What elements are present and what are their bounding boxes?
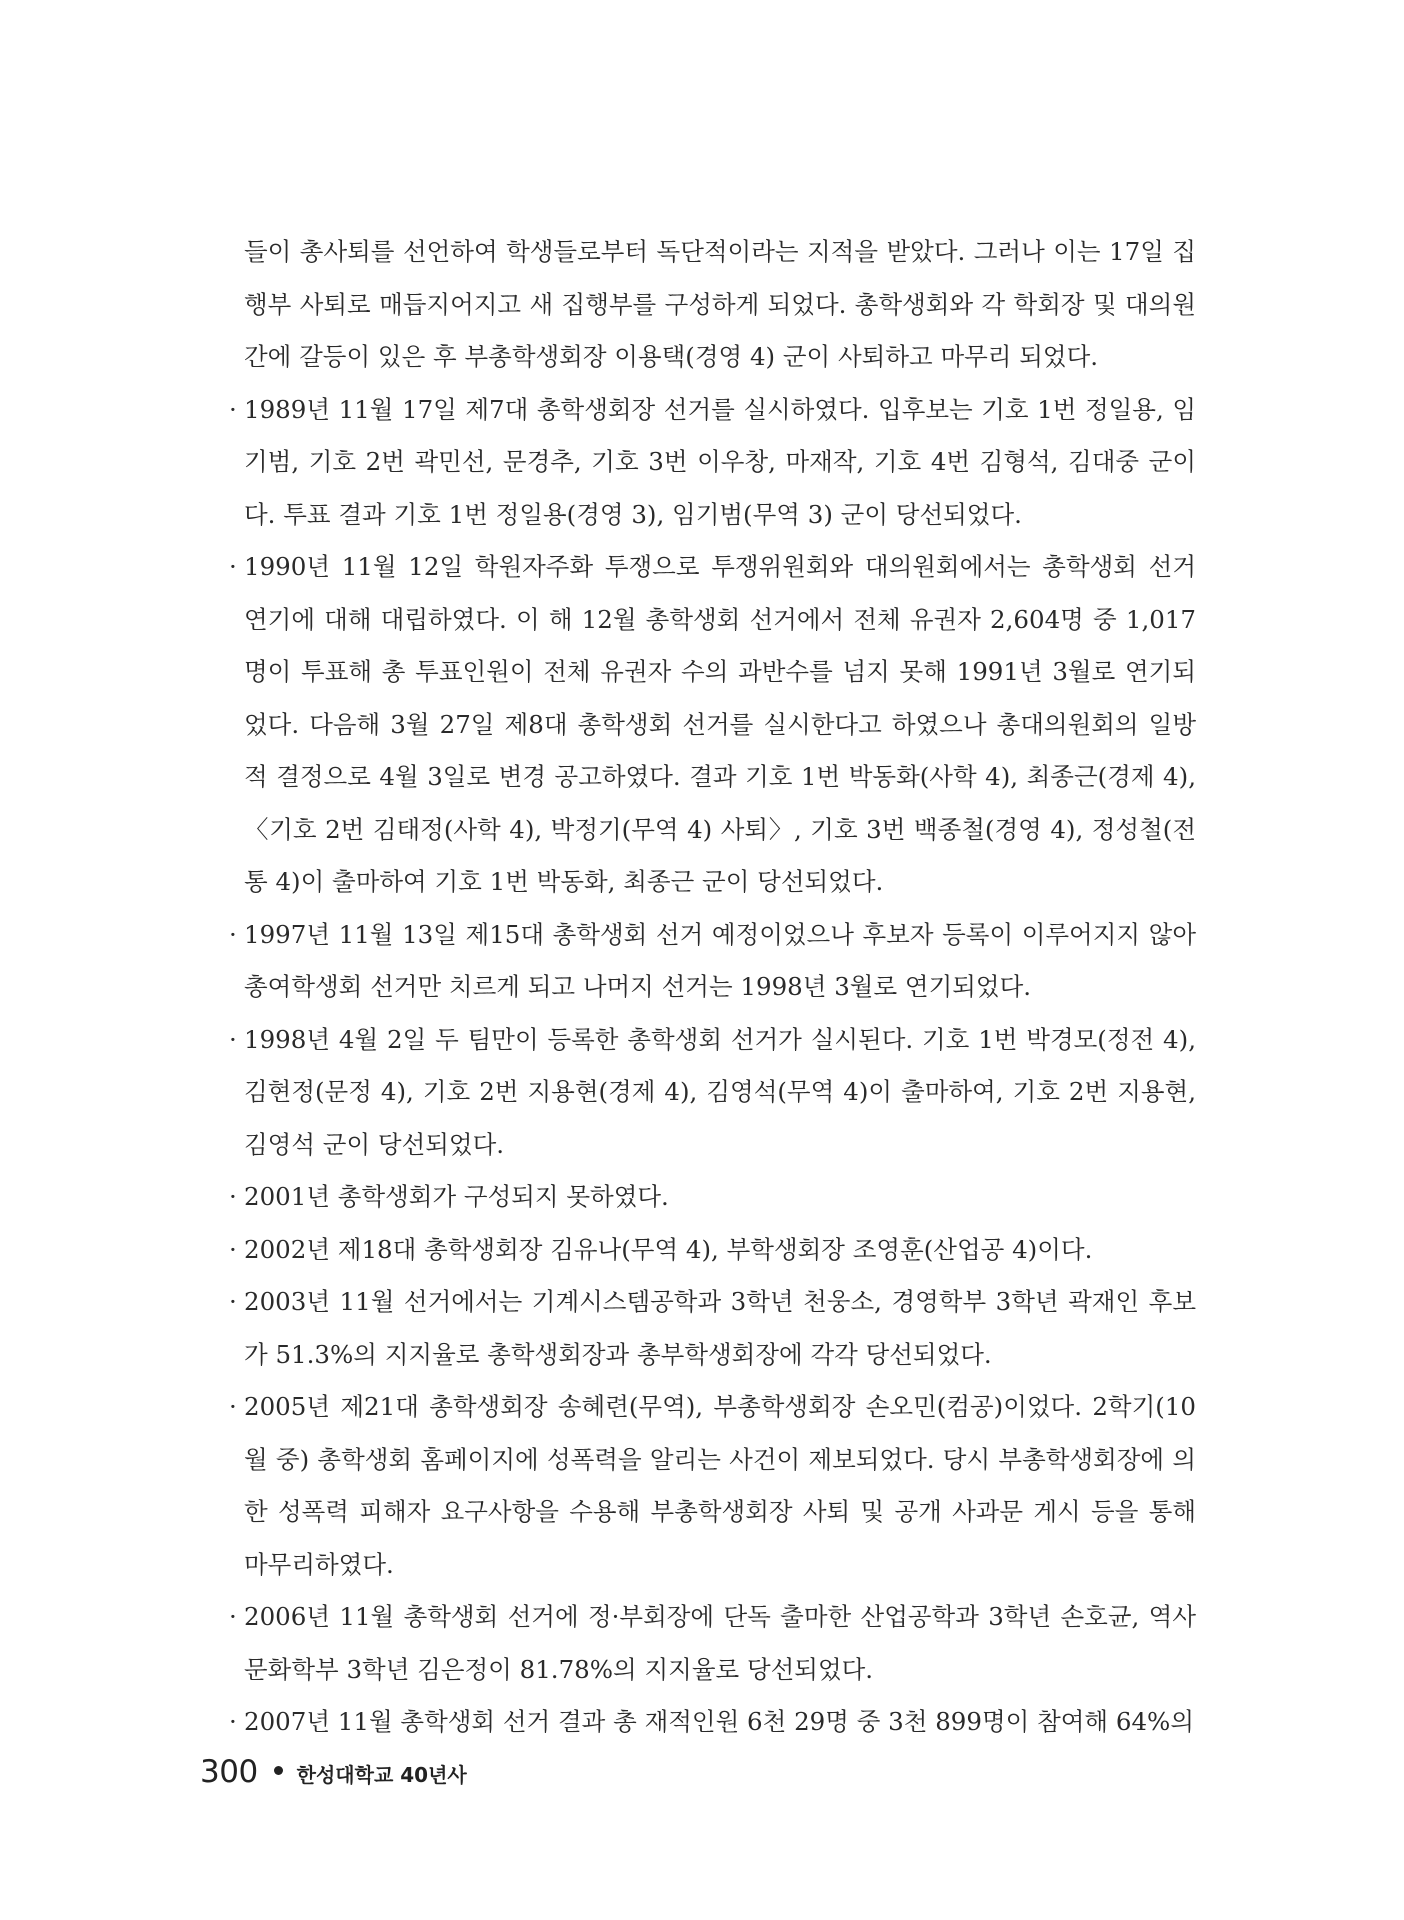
entry-text: 1989년 11월 17일 제7대 총학생회장 선거를 실시하였다. 입후보는 기호 1번 정일용, 임기범, 기호 2번 곽민선, 문경추, 기호 3번 이우창, 마재작, 기호 4번 김형석, 김대중 군이다. 투표 결과 기호 1번 정일용(경영 3), 임기범(무역 3) 군이 당선되었다. <box>244 394 1196 529</box>
history-entry-1998 <box>229 1014 1196 1172</box>
bullet-mark: · <box>229 1602 237 1631</box>
history-entry-2002 <box>229 1224 1196 1277</box>
entry-text: 1998년 4월 2일 두 팀만이 등록한 총학생회 선거가 실시된다. 기호 1번 박경모(정전 4), 김현정(문정 4), 기호 2번 지용현(경제 4), 김영석(무역 4)이 출마하여, 기호 2번 지용현, 김영석 군이 당선되었다. <box>244 1024 1196 1159</box>
bullet-mark: · <box>229 1024 237 1054</box>
history-entry-2006 <box>229 1591 1196 1696</box>
bullet-mark: · <box>229 919 237 949</box>
history-entry-2001 <box>229 1171 1196 1224</box>
entry-text: 1990년 11월 12일 학원자주화 투쟁으로 투쟁위원회와 대의원회에서는 총학생회 선거 연기에 대해 대립하였다. 이 해 12월 총학생회 선거에서 전체 유권자 2,604명 중 1,017명이 투표해 총 투표인원이 전체 유권자 수의 과반수를 넘지 못해 1991년 3월로 연기되었다. 다음해 3월 27일 제8대 총학생회 선거를 실시한다고 하였으나 총대의원회의 일방적 결정으로 4월 3일로 변경 공고하였다. 결과 기호 1번 박동화(사학 4), 최종근(경제 4), 〈기호 2번 김태정(사학 4), 박정기(무역 4) 사퇴〉, 기호 3번 백종철(경영 4), 정성철(전통 4)이 출마하여 기호 1번 박동화, 최종근 군이 당선되었다. <box>244 552 1196 896</box>
page-body <box>229 226 1196 1749</box>
history-entry-1990 <box>229 541 1196 909</box>
history-entry-2005 <box>229 1381 1196 1591</box>
entry-text: 2007년 11월 총학생회 선거 결과 총 재적인원 6천 29명 중 3천 899명이 참여해 64%의 <box>244 1707 1195 1736</box>
entry-text: 2001년 총학생회가 구성되지 못하였다. <box>244 1182 669 1211</box>
entry-text: 2002년 제18대 총학생회장 김유나(무역 4), 부학생회장 조영훈(산업공 4)이다. <box>244 1234 1093 1264</box>
bullet-mark: · <box>229 394 237 424</box>
bullet-mark: · <box>229 552 237 581</box>
bullet-mark: · <box>229 1234 237 1264</box>
bullet-mark: · <box>229 1392 237 1421</box>
page-footer <box>200 1754 467 1794</box>
history-entry-1989 <box>229 384 1196 542</box>
entry-text: 2006년 11월 총학생회 선거에 정·부회장에 단독 출마한 산업공학과 3학년 손호균, 역사문화학부 3학년 김은정이 81.78%의 지지율로 당선되었다. <box>244 1602 1196 1684</box>
history-entry-2003 <box>229 1276 1196 1381</box>
entry-text: 1997년 11월 13일 제15대 총학생회 선거 예정이었으나 후보자 등록이 이루어지지 않아 총여학생회 선거만 치르게 되고 나머지 선거는 1998년 3월로 연기되었다. <box>244 919 1196 1001</box>
entry-text: 2005년 제21대 총학생회장 송혜련(무역), 부총학생회장 손오민(컴공)이었다. 2학기(10월 중) 총학생회 홈페이지에 성폭력을 알리는 사건이 제보되었다. 당시 부총학생회장에 의한 성폭력 피해자 요구사항을 수용해 부총학생회장 사퇴 및 공개 사과문 게시 등을 통해 마무리하였다. <box>244 1392 1196 1579</box>
entry-text: 2003년 11월 선거에서는 기계시스템공학과 3학년 천웅소, 경영학부 3학년 곽재인 후보가 51.3%의 지지율로 총학생회장과 총부학생회장에 각각 당선되었다. <box>244 1287 1196 1369</box>
separator-dot-icon <box>274 1766 283 1775</box>
page-number: 300 <box>200 1754 258 1790</box>
intro-paragraph: 들이 총사퇴를 선언하여 학생들로부터 독단적이라는 지적을 받았다. 그러나 이는 17일 집행부 사퇴로 매듭지어지고 새 집행부를 구성하게 되었다. 총학생회와 각 학회장 및 대의원간에 갈등이 있은 후 부총학생회장 이용택(경영 4) 군이 사퇴하고 마무리 되었다. <box>244 237 1196 371</box>
history-entry-2007 <box>229 1696 1196 1749</box>
history-entry-1997 <box>229 909 1196 1014</box>
bullet-mark: · <box>229 1182 237 1211</box>
bullet-mark: · <box>229 1707 237 1736</box>
book-title: 한성대학교 40년사 <box>296 1763 467 1787</box>
bullet-mark: · <box>229 1287 237 1316</box>
